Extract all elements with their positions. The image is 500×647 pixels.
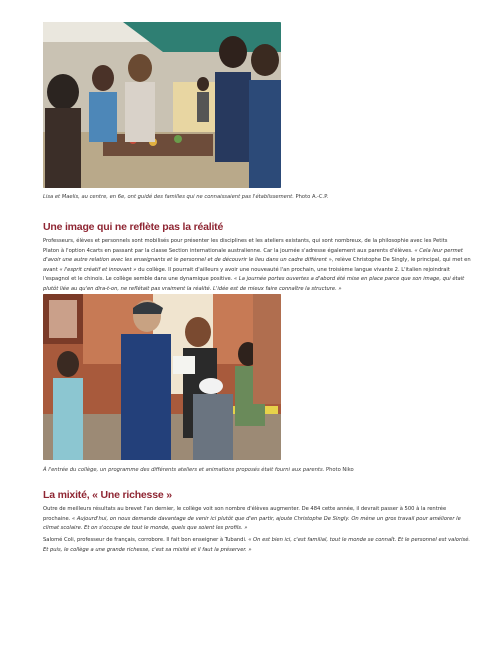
quote-run: « Cela leur permet — [414, 247, 463, 254]
section-body — [43, 505, 463, 534]
text-run: avant — [43, 266, 60, 273]
text-run: Outre de meilleurs résultats au brevet l'an dernier, le collège voit son nombre d'élèves augmenter. De 484 cette année, il devrait passer à 500 à la rentrée — [43, 506, 447, 512]
caption-text: À l'entrée du collège, un programme des différents ateliers et animations proposés était fourni aux parents. — [43, 467, 325, 473]
text-run: du collège. Il pourrait d'ailleurs y avoir une nouveauté l'an prochain, une troisième langue vivante 2. L'italien rejoindrait — [136, 266, 450, 273]
photo-illustration — [43, 22, 281, 188]
caption-text: Lisa et Maelis, au centre, en 6e, ont guidé des familles qui ne connaissaient pas l'établissement. — [43, 194, 294, 200]
body-line — [43, 256, 471, 266]
body-line — [43, 237, 463, 247]
text-run: Platon à l'option 4carts en passant par la classe Section internationale australienne. Car la journée s'adresse également aux parents d'élèves. — [43, 247, 415, 254]
body-line — [43, 247, 463, 257]
open-day-photo-students — [43, 22, 281, 188]
photo-caption — [43, 467, 463, 474]
photo-credit: Photo A.-C.P. — [293, 194, 329, 200]
section-body — [43, 237, 471, 294]
body-line — [43, 524, 463, 534]
quote-run: d'avoir une autre relation avec les enseignants et le personnel et de découvrir le lieu dans un cadre différent » — [43, 257, 332, 263]
body-line — [43, 515, 463, 525]
text-run: Professeurs, élèves et personnels sont mobilisés pour présenter les disciplines et les ateliers existants, qui sont nombreux, de la philosophie avec les Petits — [43, 238, 448, 244]
photo-credit: Photo Niko — [324, 467, 354, 473]
section-heading: La mixité, « Une richesse » — [43, 489, 172, 501]
text-run: Salomé Coli, professeur de français, corrobore. Il fait bon enseigner à Tubandi. — [43, 537, 249, 543]
body-line — [43, 546, 463, 556]
open-day-photo-entrance — [43, 294, 281, 460]
body-line — [43, 285, 463, 295]
text-run: prochaine. — [43, 515, 73, 522]
quote-run: « l'esprit créatif et innovant » — [59, 266, 137, 273]
body-line — [43, 266, 463, 276]
text-run: , relève Christophe De Singly, le principal, qui met en — [331, 257, 471, 263]
body-line — [43, 275, 463, 285]
photo-illustration — [43, 294, 281, 460]
photo-caption — [43, 194, 463, 201]
quote-run: climat scolaire. Et on s'occupe de tout le monde, quels que soient les profils. » — [43, 525, 248, 531]
body-line — [43, 536, 471, 546]
section-body — [43, 536, 471, 555]
text-run: l'espagnol et le chinois. Le collège semble dans une dynamique positive. — [43, 276, 235, 282]
quote-run: « Aujourd'hui, on nous demande davantage de venir ici plutôt que d'en partir, ajoute Christophe De Singly. On mène un gros travail pour améliorer le — [72, 515, 461, 522]
quote-run: plutôt liée au qu'en dira-t-on, ne reflétait pas vraiment la réalité. L'idée est de mieux faire connaître la structure. » — [43, 285, 342, 292]
quote-run: Et puis, le collège a une grande richesse, c'est sa mixité et il faut la préserver. » — [43, 546, 252, 553]
body-line — [43, 505, 463, 515]
quote-run: « On est bien ici, c'est familial, tout le monde se connaît. Et le personnel est valorisé. — [248, 537, 471, 543]
quote-run: « La journée portes ouvertes a d'abord été mise en place parce que son image, qui était — [234, 276, 465, 282]
section-heading: Une image qui ne reflète pas la réalité — [43, 221, 224, 233]
